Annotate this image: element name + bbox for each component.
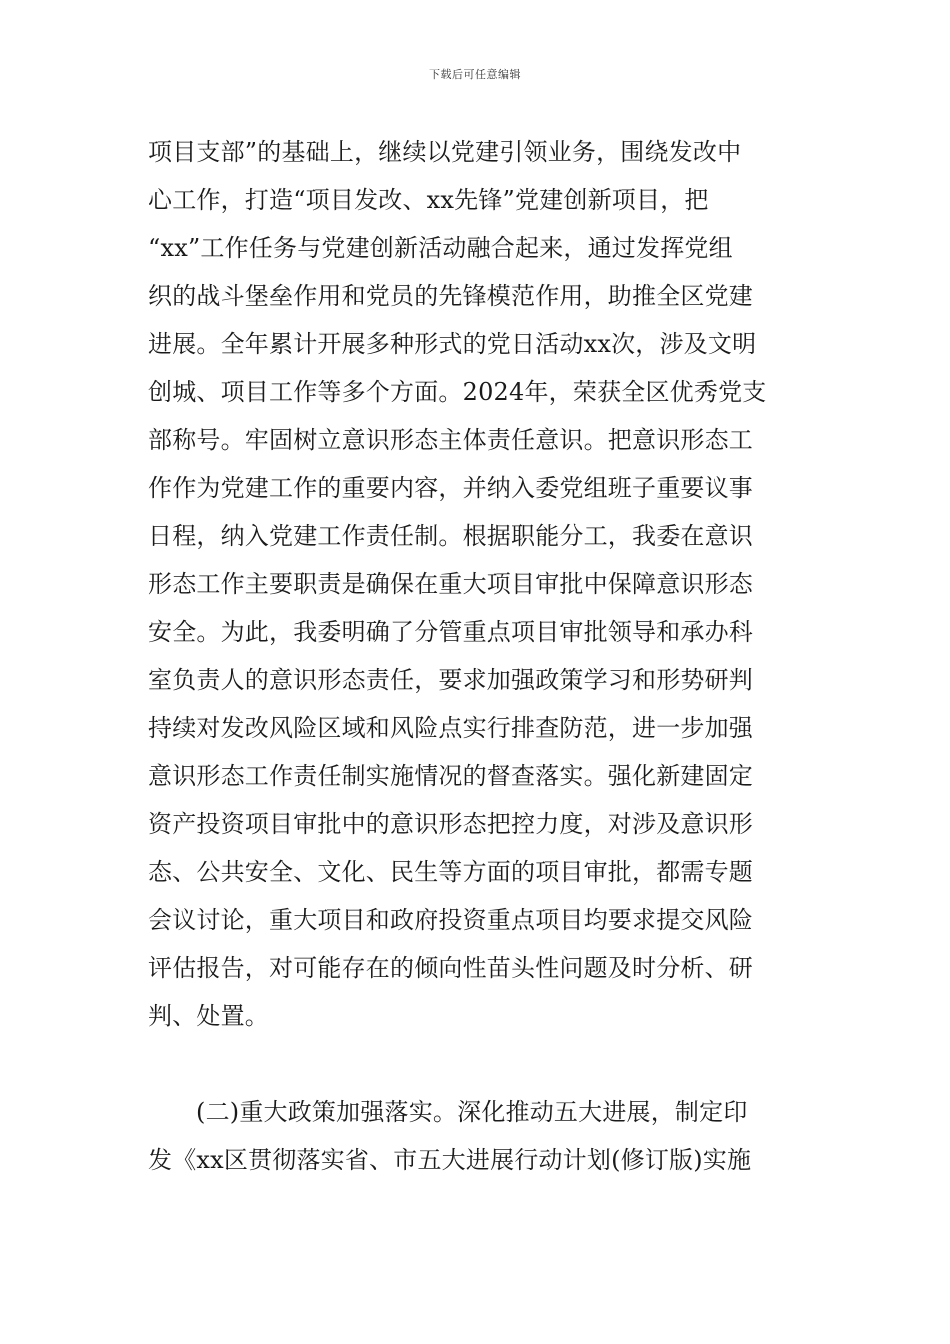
- text-line: 持续对发改风险区域和风险点实行排查防范，进一步加强: [148, 714, 753, 742]
- text-line: 日程，纳入党建工作责任制。根据职能分工，我委在意识: [148, 522, 753, 550]
- text-line: 创城、项目工作等多个方面。2024年，荣获全区优秀党支: [148, 378, 767, 406]
- text-line: 会议讨论，重大项目和政府投资重点项目均要求提交风险: [148, 906, 753, 934]
- text-line: 项目支部”的基础上，继续以党建引领业务，围绕发改中: [148, 138, 742, 166]
- text-line: 安全。为此，我委明确了分管重点项目审批领导和承办科: [148, 618, 753, 646]
- page-header: 下载后可任意编辑: [429, 68, 521, 81]
- text-line: 评估报告，对可能存在的倾向性苗头性问题及时分析、研: [148, 954, 753, 982]
- text-line: 态、公共安全、文化、民生等方面的项目审批，都需专题: [148, 858, 753, 886]
- text-line: 意识形态工作责任制实施情况的督查落实。强化新建固定: [148, 762, 753, 790]
- document-body: [148, 128, 808, 1184]
- text-line: 室负责人的意识形态责任，要求加强政策学习和形势研判: [148, 666, 753, 694]
- text-line: 发《xx区贯彻落实省、市五大进展行动计划(修订版)实施: [148, 1146, 752, 1174]
- text-line: 形态工作主要职责是确保在重大项目审批中保障意识形态: [148, 570, 753, 598]
- paragraph-1: [148, 128, 808, 1040]
- text-line: 资产投资项目审批中的意识形态把控力度，对涉及意识形: [148, 810, 753, 838]
- text-line: 部称号。牢固树立意识形态主体责任意识。把意识形态工: [148, 426, 753, 454]
- text-line: 判、处置。: [148, 1002, 269, 1030]
- text-line: 心工作，打造“项目发改、xx先锋”党建创新项目，把: [148, 186, 709, 214]
- text-line: 进展。全年累计开展多种形式的党日活动xx次，涉及文明: [148, 330, 757, 358]
- text-line: “xx”工作任务与党建创新活动融合起来，通过发挥党组: [148, 234, 733, 262]
- text-line: (二)重大政策加强落实。深化推动五大进展，制定印: [196, 1098, 748, 1126]
- paragraph-gap: [148, 1040, 808, 1088]
- text-line: 作作为党建工作的重要内容，并纳入委党组班子重要议事: [148, 474, 753, 502]
- paragraph-2: [148, 1088, 808, 1184]
- text-line: 织的战斗堡垒作用和党员的先锋模范作用，助推全区党建: [148, 282, 753, 310]
